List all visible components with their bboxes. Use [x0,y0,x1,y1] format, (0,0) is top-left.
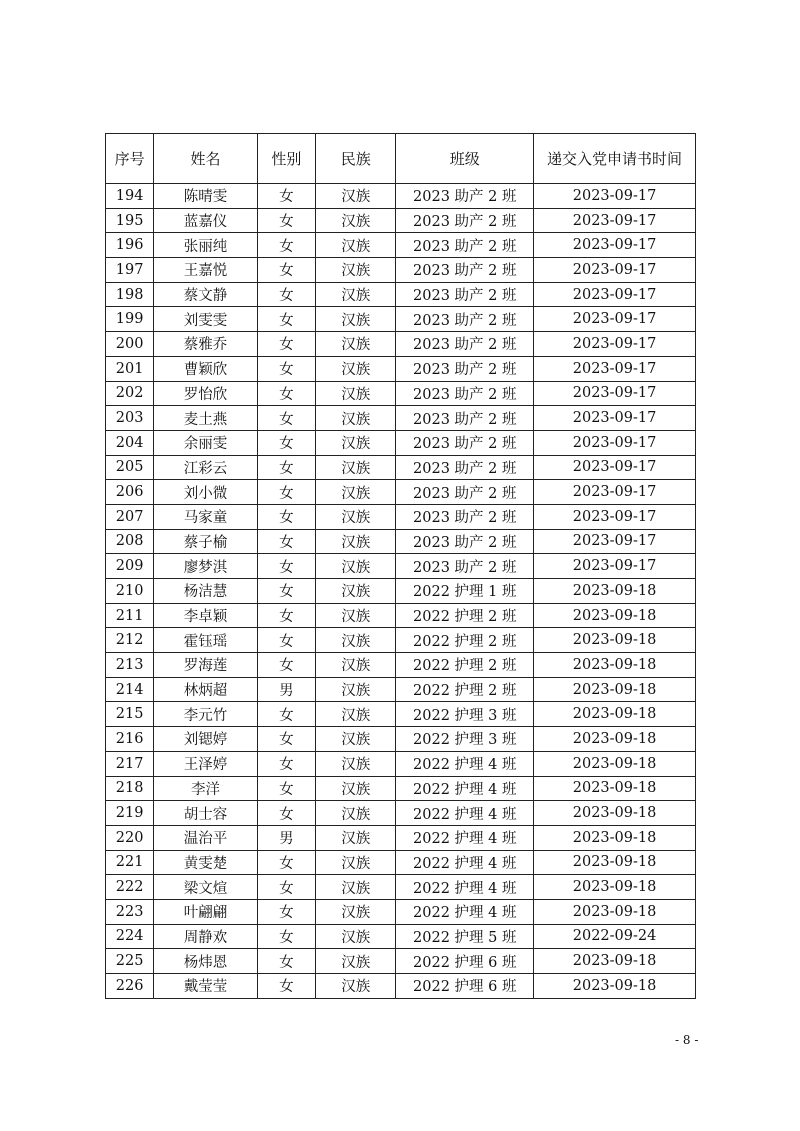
class-name: 2022 护理 4 班 [396,751,534,776]
class-name: 2022 护理 4 班 [396,875,534,900]
student-name: 黄雯楚 [154,850,258,875]
gender: 女 [257,751,315,776]
class-name: 2023 助产 2 班 [396,184,534,209]
class-name: 2022 护理 2 班 [396,677,534,702]
table-row [106,653,696,678]
header-row [106,134,696,184]
student-name: 胡士容 [154,801,258,826]
application-date: 2023-09-17 [534,381,696,406]
table-row [106,381,696,406]
table-row [106,430,696,455]
ethnicity: 汉族 [316,307,396,332]
application-date: 2023-09-17 [534,356,696,381]
class-name: 2022 护理 6 班 [396,949,534,974]
class-name: 2023 助产 2 班 [396,480,534,505]
class-name: 2023 助产 2 班 [396,233,534,258]
class-name: 2022 护理 5 班 [396,924,534,949]
gender: 女 [257,702,315,727]
gender: 女 [257,949,315,974]
table-row [106,949,696,974]
class-name: 2023 助产 2 班 [396,208,534,233]
row-index: 221 [106,850,154,875]
gender: 女 [257,208,315,233]
row-index: 202 [106,381,154,406]
student-name: 刘小微 [154,480,258,505]
row-index: 204 [106,430,154,455]
student-name: 叶翩翩 [154,899,258,924]
row-index: 197 [106,258,154,283]
row-index: 196 [106,233,154,258]
table-row [106,825,696,850]
student-name: 陈晴雯 [154,184,258,209]
student-name: 蔡文静 [154,282,258,307]
row-index: 218 [106,776,154,801]
table-row [106,579,696,604]
application-date: 2023-09-17 [534,184,696,209]
application-date: 2023-09-18 [534,677,696,702]
student-name: 戴莹莹 [154,974,258,999]
table-row [106,554,696,579]
row-index: 198 [106,282,154,307]
application-date: 2023-09-17 [534,406,696,431]
header-name: 姓名 [154,134,258,184]
student-name: 麦土燕 [154,406,258,431]
ethnicity: 汉族 [316,455,396,480]
class-name: 2022 护理 4 班 [396,850,534,875]
student-name: 杨炜恩 [154,949,258,974]
table-row [106,455,696,480]
class-name: 2023 助产 2 班 [396,406,534,431]
table-body [106,184,696,999]
class-name: 2022 护理 3 班 [396,727,534,752]
application-date: 2023-09-18 [534,751,696,776]
gender: 女 [257,628,315,653]
class-name: 2023 助产 2 班 [396,307,534,332]
table-row [106,332,696,357]
student-name: 廖梦淇 [154,554,258,579]
gender: 男 [257,825,315,850]
row-index: 203 [106,406,154,431]
gender: 女 [257,776,315,801]
gender: 女 [257,307,315,332]
student-name: 霍钰瑶 [154,628,258,653]
class-name: 2022 护理 4 班 [396,801,534,826]
student-name: 曹颖欣 [154,356,258,381]
class-name: 2023 助产 2 班 [396,455,534,480]
ethnicity: 汉族 [316,653,396,678]
application-date: 2023-09-17 [534,233,696,258]
row-index: 207 [106,504,154,529]
row-index: 223 [106,899,154,924]
row-index: 213 [106,653,154,678]
application-date: 2023-09-18 [534,825,696,850]
table-row [106,974,696,999]
table-row [106,850,696,875]
class-name: 2022 护理 6 班 [396,974,534,999]
ethnicity: 汉族 [316,899,396,924]
row-index: 205 [106,455,154,480]
ethnicity: 汉族 [316,233,396,258]
header-application-date: 递交入党申请书时间 [534,134,696,184]
gender: 女 [257,258,315,283]
ethnicity: 汉族 [316,825,396,850]
gender: 女 [257,480,315,505]
ethnicity: 汉族 [316,949,396,974]
row-index: 216 [106,727,154,752]
table-row [106,727,696,752]
ethnicity: 汉族 [316,381,396,406]
ethnicity: 汉族 [316,504,396,529]
ethnicity: 汉族 [316,801,396,826]
application-date: 2023-09-17 [534,282,696,307]
student-name: 蔡子榆 [154,529,258,554]
table-row [106,702,696,727]
gender: 女 [257,529,315,554]
class-name: 2022 护理 4 班 [396,825,534,850]
student-name: 余丽雯 [154,430,258,455]
ethnicity: 汉族 [316,356,396,381]
student-name: 刘雯雯 [154,307,258,332]
class-name: 2023 助产 2 班 [396,504,534,529]
ethnicity: 汉族 [316,677,396,702]
gender: 女 [257,875,315,900]
table-row [106,899,696,924]
application-date: 2023-09-17 [534,554,696,579]
table-row [106,307,696,332]
class-name: 2022 护理 2 班 [396,603,534,628]
gender: 女 [257,579,315,604]
row-index: 224 [106,924,154,949]
table-row [106,233,696,258]
ethnicity: 汉族 [316,208,396,233]
gender: 女 [257,727,315,752]
row-index: 206 [106,480,154,505]
gender: 女 [257,184,315,209]
class-name: 2022 护理 2 班 [396,653,534,678]
gender: 女 [257,603,315,628]
row-index: 217 [106,751,154,776]
application-date: 2023-09-17 [534,307,696,332]
row-index: 208 [106,529,154,554]
table-row [106,504,696,529]
table-row [106,776,696,801]
gender: 女 [257,332,315,357]
student-name: 江彩云 [154,455,258,480]
class-name: 2023 助产 2 班 [396,356,534,381]
ethnicity: 汉族 [316,751,396,776]
gender: 女 [257,653,315,678]
applicants-table [105,133,696,999]
application-date: 2023-09-18 [534,875,696,900]
gender: 女 [257,430,315,455]
class-name: 2022 护理 2 班 [396,628,534,653]
student-name: 温治平 [154,825,258,850]
gender: 女 [257,899,315,924]
row-index: 200 [106,332,154,357]
table-row [106,603,696,628]
row-index: 201 [106,356,154,381]
ethnicity: 汉族 [316,258,396,283]
class-name: 2023 助产 2 班 [396,381,534,406]
row-index: 210 [106,579,154,604]
application-date: 2023-09-18 [534,579,696,604]
ethnicity: 汉族 [316,554,396,579]
student-name: 刘锶婷 [154,727,258,752]
class-name: 2023 助产 2 班 [396,430,534,455]
application-date: 2022-09-24 [534,924,696,949]
application-date: 2023-09-17 [534,455,696,480]
header-class: 班级 [396,134,534,184]
application-date: 2023-09-18 [534,702,696,727]
row-index: 226 [106,974,154,999]
header-ethnicity: 民族 [316,134,396,184]
student-name: 杨洁慧 [154,579,258,604]
gender: 女 [257,406,315,431]
class-name: 2023 助产 2 班 [396,554,534,579]
student-name: 李洋 [154,776,258,801]
row-index: 220 [106,825,154,850]
student-name: 林炳超 [154,677,258,702]
class-name: 2023 助产 2 班 [396,529,534,554]
application-date: 2023-09-17 [534,208,696,233]
ethnicity: 汉族 [316,406,396,431]
row-index: 219 [106,801,154,826]
gender: 女 [257,924,315,949]
class-name: 2022 护理 3 班 [396,702,534,727]
student-name: 蔡雅乔 [154,332,258,357]
ethnicity: 汉族 [316,776,396,801]
application-date: 2023-09-17 [534,529,696,554]
ethnicity: 汉族 [316,628,396,653]
ethnicity: 汉族 [316,480,396,505]
row-index: 194 [106,184,154,209]
application-date: 2023-09-17 [534,480,696,505]
ethnicity: 汉族 [316,184,396,209]
ethnicity: 汉族 [316,430,396,455]
application-date: 2023-09-18 [534,801,696,826]
table-row [106,184,696,209]
class-name: 2022 护理 4 班 [396,776,534,801]
student-name: 李元竹 [154,702,258,727]
table-row [106,751,696,776]
ethnicity: 汉族 [316,579,396,604]
application-date: 2023-09-18 [534,850,696,875]
class-name: 2023 助产 2 班 [396,282,534,307]
application-date: 2023-09-17 [534,430,696,455]
ethnicity: 汉族 [316,603,396,628]
gender: 女 [257,356,315,381]
table-row [106,677,696,702]
gender: 女 [257,801,315,826]
application-date: 2023-09-18 [534,899,696,924]
student-name: 周静欢 [154,924,258,949]
application-date: 2023-09-18 [534,949,696,974]
table-row [106,529,696,554]
student-name: 蓝嘉仪 [154,208,258,233]
student-name: 罗怡欣 [154,381,258,406]
application-date: 2023-09-18 [534,727,696,752]
gender: 女 [257,455,315,480]
student-name: 王嘉悦 [154,258,258,283]
application-date: 2023-09-18 [534,974,696,999]
student-name: 张丽纯 [154,233,258,258]
ethnicity: 汉族 [316,282,396,307]
student-name: 罗海莲 [154,653,258,678]
gender: 女 [257,974,315,999]
table-row [106,480,696,505]
row-index: 199 [106,307,154,332]
table-row [106,282,696,307]
row-index: 212 [106,628,154,653]
student-name: 王泽婷 [154,751,258,776]
ethnicity: 汉族 [316,924,396,949]
student-name: 李卓颖 [154,603,258,628]
class-name: 2022 护理 4 班 [396,899,534,924]
gender: 女 [257,850,315,875]
ethnicity: 汉族 [316,850,396,875]
header-index: 序号 [106,134,154,184]
gender: 女 [257,554,315,579]
table-row [106,628,696,653]
application-date: 2023-09-18 [534,653,696,678]
class-name: 2023 助产 2 班 [396,332,534,357]
gender: 女 [257,282,315,307]
ethnicity: 汉族 [316,529,396,554]
row-index: 222 [106,875,154,900]
table-row [106,208,696,233]
gender: 男 [257,677,315,702]
application-date: 2023-09-17 [534,258,696,283]
row-index: 211 [106,603,154,628]
class-name: 2023 助产 2 班 [396,258,534,283]
table-row [106,801,696,826]
table-row [106,875,696,900]
table-row [106,258,696,283]
application-date: 2023-09-17 [534,332,696,357]
application-date: 2023-09-18 [534,603,696,628]
ethnicity: 汉族 [316,702,396,727]
ethnicity: 汉族 [316,727,396,752]
application-date: 2023-09-18 [534,776,696,801]
gender: 女 [257,381,315,406]
student-name: 梁文煊 [154,875,258,900]
application-date: 2023-09-17 [534,504,696,529]
row-index: 209 [106,554,154,579]
table-row [106,356,696,381]
row-index: 195 [106,208,154,233]
ethnicity: 汉族 [316,974,396,999]
page-number: - 8 - [675,1033,699,1047]
header-gender: 性别 [257,134,315,184]
ethnicity: 汉族 [316,875,396,900]
gender: 女 [257,233,315,258]
application-date: 2023-09-18 [534,628,696,653]
ethnicity: 汉族 [316,332,396,357]
row-index: 225 [106,949,154,974]
table-row [106,924,696,949]
gender: 女 [257,504,315,529]
table-row [106,406,696,431]
student-name: 马家童 [154,504,258,529]
row-index: 214 [106,677,154,702]
class-name: 2022 护理 1 班 [396,579,534,604]
row-index: 215 [106,702,154,727]
